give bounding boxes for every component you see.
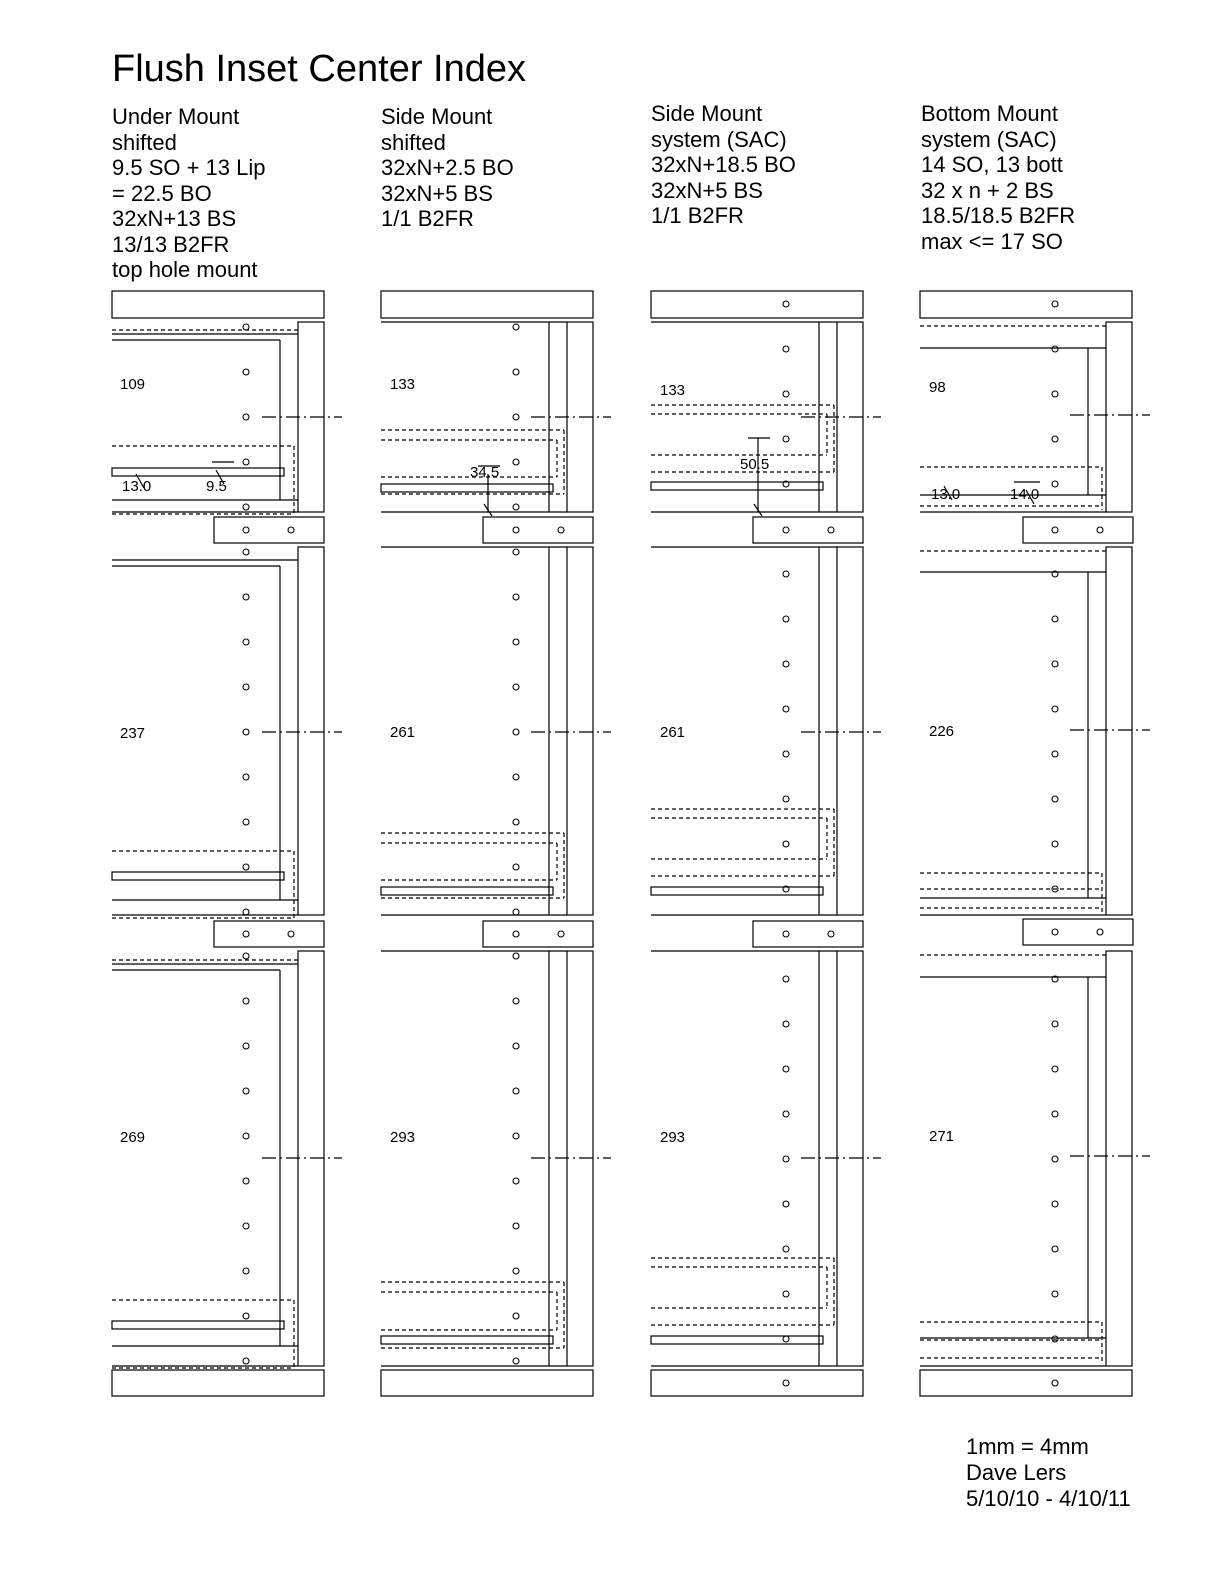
dimension-label: 50.5 — [740, 456, 770, 473]
drawer-height-label: 261 — [660, 724, 686, 741]
drawer-height-label: 261 — [390, 724, 416, 741]
heading-line: 32xN+18.5 BO — [651, 152, 796, 177]
author-name: Dave Lers — [966, 1460, 1067, 1485]
dimension-label: 14.0 — [1010, 486, 1040, 503]
heading-line: Bottom Mount — [921, 101, 1058, 126]
heading-line: 9.5 SO + 13 Lip — [112, 155, 266, 180]
heading-line: system (SAC) — [921, 126, 1057, 152]
heading-line: 14 SO, 13 bott — [921, 152, 1063, 177]
heading-line: 32xN+13 BS — [112, 206, 237, 231]
dimension-label: 13.0 — [931, 486, 961, 503]
heading-line: 32xN+2.5 BO — [381, 155, 514, 180]
heading-line: 18.5/18.5 B2FR — [921, 203, 1076, 228]
heading-line: Under Mount — [112, 104, 240, 129]
column-4-drawing — [920, 291, 1150, 1396]
drawer-height-label: 237 — [120, 725, 146, 742]
heading-line: 32 x n + 2 BS — [921, 177, 1054, 203]
scale-note: 1mm = 4mm — [966, 1434, 1089, 1459]
drawer-height-label: 293 — [660, 1129, 686, 1146]
column-2-drawing — [381, 291, 611, 1396]
heading-line: Side Mount — [381, 104, 493, 129]
dimension-label: 13.0 — [122, 478, 152, 495]
page-title: Flush Inset Center Index — [112, 48, 526, 90]
drawer-height-label: 271 — [929, 1128, 955, 1145]
drawer-height-label: 98 — [929, 379, 946, 396]
drawer-height-label: 133 — [660, 382, 686, 399]
heading-line: system (SAC) — [651, 126, 787, 152]
date-range: 5/10/10 - 4/10/11 — [966, 1486, 1131, 1511]
heading-line: max <= 17 SO — [921, 228, 1063, 254]
drawer-runner — [112, 468, 284, 476]
heading-line: 32xN+5 BS — [381, 180, 493, 206]
system-holes — [243, 301, 1103, 1386]
dimension-label: 34.5 — [470, 464, 500, 481]
heading-line: top hole mount — [112, 257, 258, 282]
drawer-height-label: 269 — [120, 1129, 146, 1146]
drawer-height-label: 293 — [390, 1129, 416, 1146]
heading-line: 1/1 B2FR — [381, 206, 474, 231]
drawer-height-label: 133 — [390, 376, 416, 393]
heading-line: shifted — [381, 129, 446, 155]
mid-rail — [214, 517, 324, 543]
column-1-drawing — [112, 291, 342, 1396]
heading-line: 1/1 B2FR — [651, 203, 744, 228]
heading-line: 32xN+5 BS — [651, 177, 763, 203]
heading-line: = 22.5 BO — [112, 180, 212, 206]
heading-line: shifted — [112, 129, 177, 155]
drawer-height-label: 226 — [929, 723, 955, 740]
top-rail — [112, 291, 324, 318]
drawer-height-label: 109 — [120, 376, 146, 393]
heading-line: 13/13 B2FR — [112, 231, 230, 257]
drawer-front — [298, 547, 324, 915]
dimension-label: 9.5 — [206, 478, 227, 495]
heading-line: Side Mount — [651, 101, 763, 126]
title-block — [966, 1434, 1131, 1512]
